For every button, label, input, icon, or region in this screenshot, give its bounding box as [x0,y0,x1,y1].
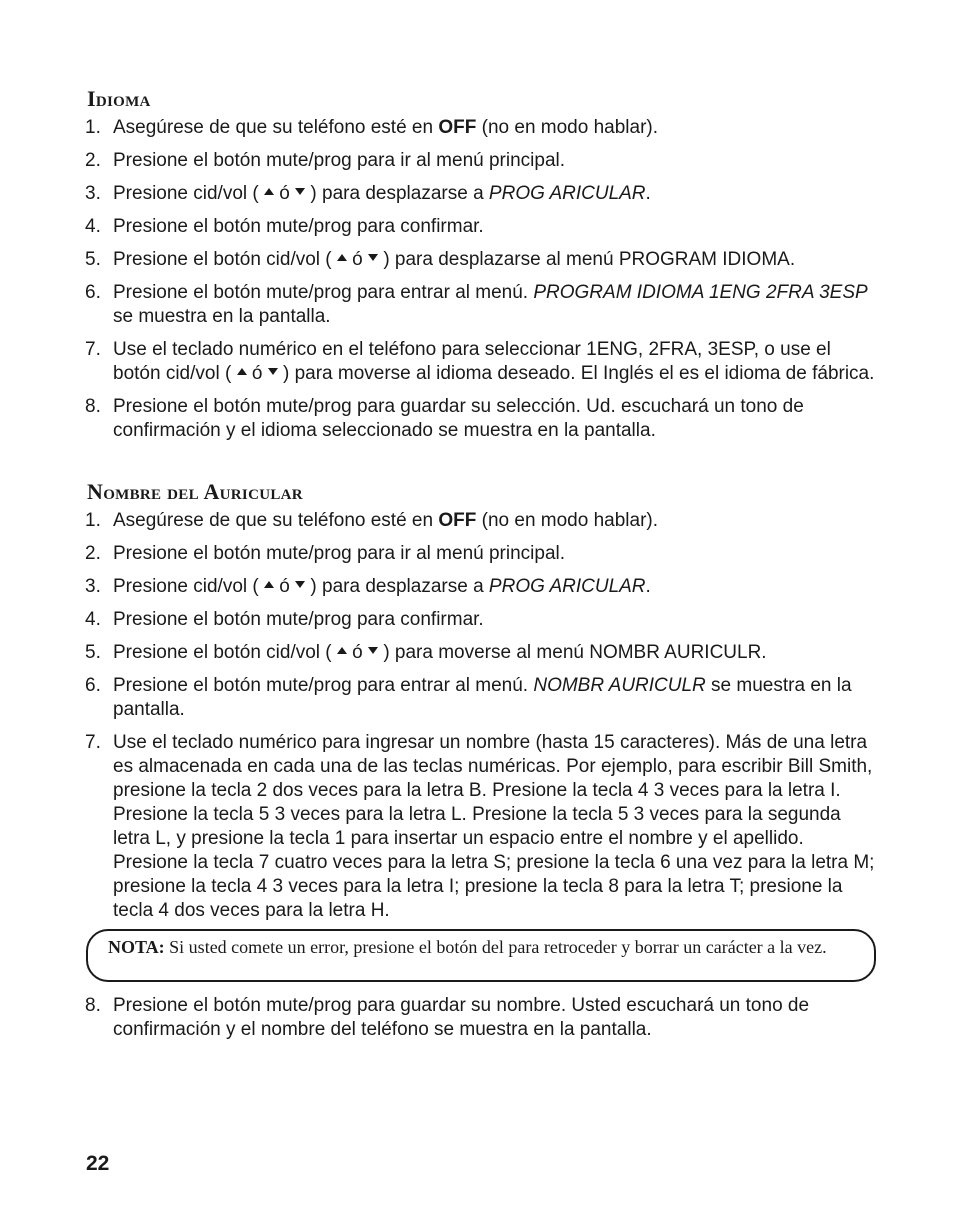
list-item: 3. Presione cid/vol ( ó ) para desplazarse a PROG ARICULAR. [85,576,651,597]
up-arrow-icon [337,254,347,261]
list-item: 7. Use el teclado numérico para ingresar un nombre (hasta 15 caracteres). Más de una letra es almacenada en cada una de las teclas numéricas. Por ejemplo, para escribir Bill Smith, presione la tecla 2 dos veces para la letra B. Presione la tecla 4 3 veces para la letra I. Presione la tecla 5 3 veces para la letra L. Presione la tecla 5 3 veces para la segunda letra L, y presione la tecla 1 para insertar un espacio entre el nombre y el apellido. Presione la tecla 7 cuatro veces para la letra S; presione la tecla 6 una vez para la letra M; presione la tecla 4 3 veces para la letra I; presione la tecla 8 para la letra T; presione la tecla 4 dos veces para la letra H. [85,732,875,921]
down-arrow-icon [368,647,378,654]
list-item: 5. Presione el botón cid/vol ( ó ) para desplazarse al menú PROGRAM IDIOMA. [85,249,796,270]
note-box [86,929,876,982]
note-label: NOTA: [108,937,165,957]
list-item: 4. Presione el botón mute/prog para confirmar. [85,609,484,630]
up-arrow-icon [264,188,274,195]
list-item: 8. Presione el botón mute/prog para guardar su nombre. Usted escuchará un tono de confirmación y el nombre del teléfono se muestra en la pantalla. [85,995,810,1040]
list-item: 1. Asegúrese de que su teléfono esté en OFF (no en modo hablar). [85,510,659,531]
up-arrow-icon [237,368,247,375]
list-item: 2. Presione el botón mute/prog para ir al menú principal. [85,150,566,171]
down-arrow-icon [295,581,305,588]
up-arrow-icon [337,647,347,654]
down-arrow-icon [268,368,278,375]
nombre-steps [85,509,875,932]
page-number: 22 [86,1152,110,1175]
list-item: 8. Presione el botón mute/prog para guardar su selección. Ud. escuchará un tono de confirmación y el idioma seleccionado se muestra en la pantalla. [85,396,804,441]
down-arrow-icon [295,188,305,195]
note-text: Si usted comete un error, presione el botón del para retroceder y borrar un carácter a la vez. [164,937,827,957]
list-item: 1. Asegúrese de que su teléfono esté en OFF (no en modo hablar). [85,117,659,138]
list-item: 5. Presione el botón cid/vol ( ó ) para moverse al menú NOMBR AURICULR. [85,642,767,663]
list-item: 2. Presione el botón mute/prog para ir al menú principal. [85,543,566,564]
section-title-nombre-auricular: Nombre del Auricular [87,479,303,504]
list-item: 4. Presione el botón mute/prog para confirmar. [85,216,484,237]
nombre-steps-continued [85,994,875,1051]
idioma-steps [85,116,875,452]
list-item: 7. Use el teclado numérico en el teléfono para seleccionar 1ENG, 2FRA, 3ESP, o use el botón cid/vol ( ó ) para moverse al idioma deseado. El Inglés el es el idioma de fábrica. [85,339,875,384]
up-arrow-icon [264,581,274,588]
down-arrow-icon [368,254,378,261]
list-item: 6. Presione el botón mute/prog para entrar al menú. PROGRAM IDIOMA 1ENG 2FRA 3ESP se muestra en la pantalla. [85,282,868,327]
list-item: 6. Presione el botón mute/prog para entrar al menú. NOMBR AURICULR se muestra en la pantalla. [85,675,852,720]
section-title-idioma: Idioma [87,86,151,111]
list-item: 3. Presione cid/vol ( ó ) para desplazarse a PROG ARICULAR. [85,183,651,204]
